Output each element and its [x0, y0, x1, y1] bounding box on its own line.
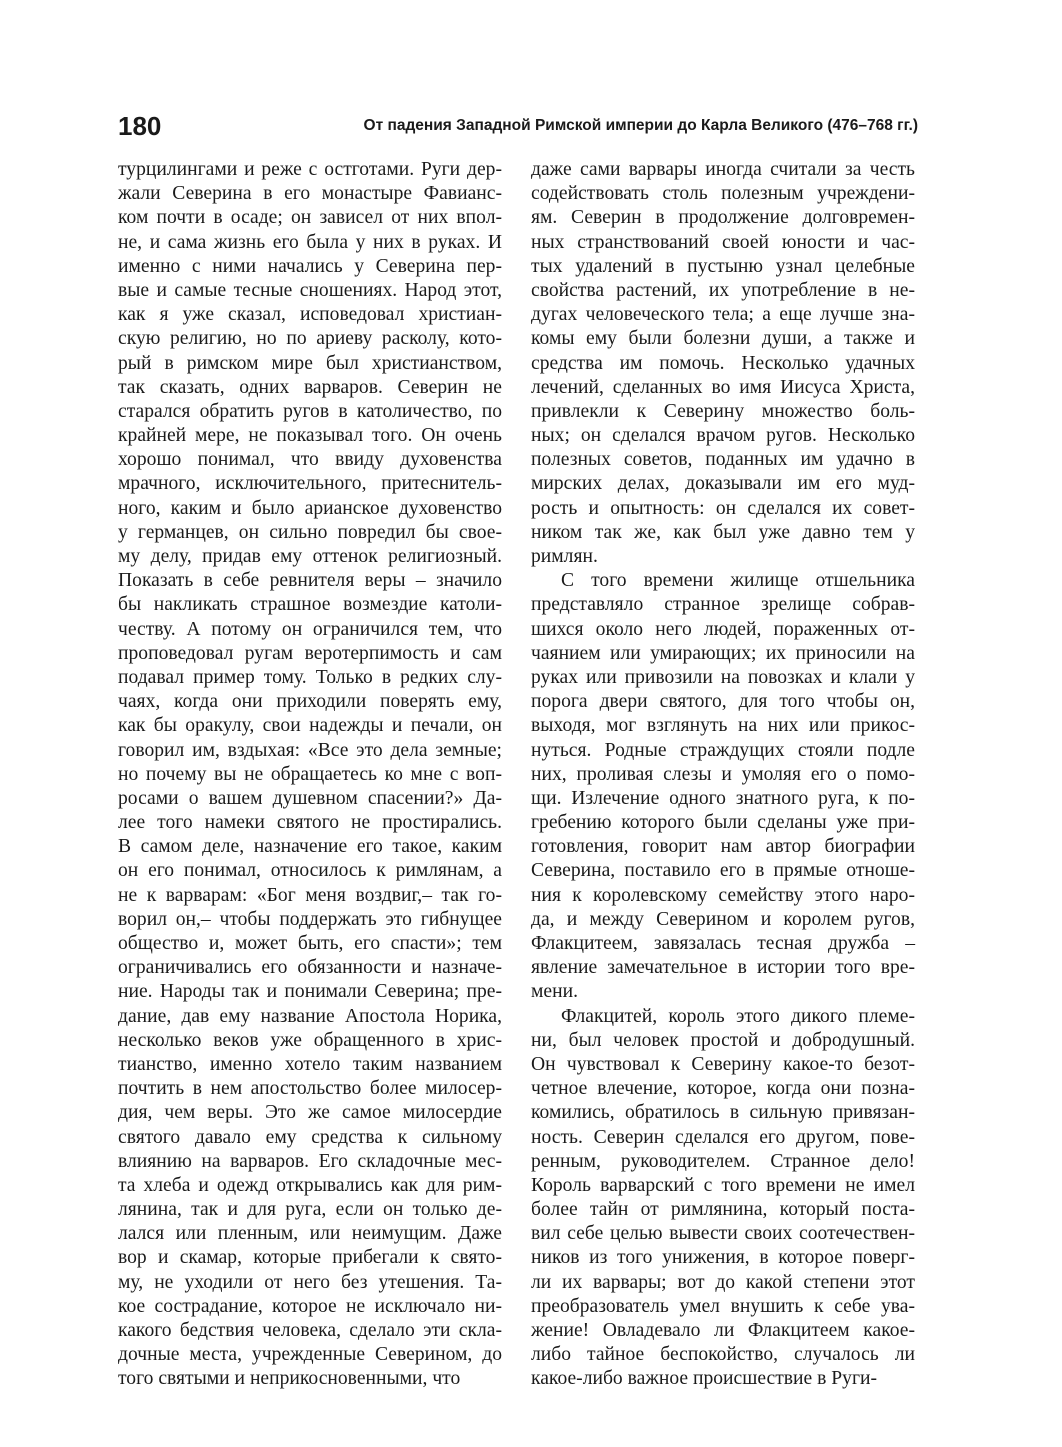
text-line: говорил им, вздыхая: «Все это дела земные;	[118, 739, 502, 761]
text-line: несколько веков уже обращенного в хрис-	[118, 1029, 502, 1051]
text-line: ограничивались его обязанности и назначе-	[118, 957, 502, 979]
text-line: святого давало ему средства к сильному	[118, 1126, 502, 1148]
text-line: явление замечательное в истории того вре-	[531, 957, 915, 979]
text-line: Показать в себе ревнителя веры – значило	[118, 570, 502, 592]
text-line: ям. Северин в продолжение долговремен-	[531, 207, 915, 229]
text-line: выходя, мог взглянуть на них или прикос-	[531, 715, 915, 737]
text-line: именно с ними начались у Северина пер-	[118, 255, 502, 277]
text-line: даже сами варвары иногда считали за честь	[531, 159, 915, 180]
text-line: проповедовал ругам веротерпимость и сам	[118, 642, 502, 664]
right-text-column	[531, 158, 915, 1392]
text-line: привлекли к Северину множество боль-	[531, 400, 915, 422]
text-line: ни, был человек простой и добродушный.	[531, 1029, 915, 1051]
text-line: чаях, когда они приходили поверять ему,	[118, 691, 502, 713]
text-line: С того времени жилище отшельника	[561, 570, 915, 592]
text-line: ников из того унижения, в которое поверг-	[531, 1247, 915, 1269]
text-line: хорошо понимал, что ввиду духовенства	[118, 449, 502, 471]
text-line: Король варварский с того времени не имел	[531, 1174, 915, 1196]
text-line: честву. А потому он ограничился тем, что	[118, 618, 502, 640]
text-line: ренным, руководителем. Странное дело!	[531, 1150, 915, 1172]
text-line: мени.	[531, 981, 578, 1003]
text-line: комы ему были болезни души, а также и	[531, 328, 915, 350]
text-line: Флакцитей, король этого дикого племе-	[561, 1005, 915, 1027]
text-line: дугах человеческого тела; а еще лучше зна-	[531, 304, 915, 326]
text-line: так сказать, одних варваров. Северин не	[118, 376, 502, 398]
text-line: гребению которого были сделаны уже при-	[531, 812, 915, 834]
text-line: Флакцитеем, завязалась тесная дружба –	[531, 933, 915, 954]
text-line: какого бедствия человека, сделало эти скла-	[118, 1320, 502, 1341]
text-line: четное влечение, которое, когда они позна-	[531, 1078, 915, 1100]
text-line: ного, каким и было арианское духовенство	[118, 497, 502, 519]
text-line: Он чувствовал к Северину какое-то безот-	[531, 1053, 915, 1075]
text-line: того святыми и неприкосновенными, что	[118, 1368, 461, 1390]
text-line: у германцев, он сильно повредил бы свое-	[118, 521, 502, 543]
text-line: чаянием или умирающих; их приносили на	[531, 642, 915, 664]
text-line: дание, дав ему название Апостола Норика,	[118, 1005, 502, 1027]
text-line: вые и самые тесные сношениях. Народ этот,	[118, 279, 502, 301]
left-text-column	[118, 158, 502, 1392]
text-line: жение! Овладевало ли Флакцитеем какое-	[531, 1320, 915, 1341]
text-line: более тайн от римлянина, который поста-	[531, 1199, 915, 1221]
text-line: комились, обратилось в сильную привязан-	[531, 1102, 915, 1124]
text-line: дия, чем веры. Это же самое милосердие	[118, 1102, 502, 1124]
text-line: как я уже сказал, исповедовал христиан-	[118, 304, 502, 326]
text-line: почтить в нем апостольство более милосер-	[118, 1078, 502, 1100]
text-line: та хлеба и одежд открывались как для рим-	[118, 1174, 502, 1196]
page-header	[118, 106, 918, 146]
text-line: как бы оракулу, свои надежды и печали, он	[118, 715, 502, 737]
text-line: лечений, сделанных во имя Иисуса Христа,	[531, 376, 915, 398]
text-line: му делу, придав ему оттенок религиозный.	[118, 546, 502, 567]
text-line: ние. Народы так и понимали Северина; пре-	[118, 981, 502, 1003]
text-line: мирских делах, доказывали им его муд-	[531, 473, 915, 495]
text-line: нуться. Родные страждущих стояли подле	[531, 739, 915, 761]
text-line: вил себе целью вывести своих соотечествен-	[531, 1223, 915, 1245]
text-line: ком почти в осаде; он зависел от них впол-	[118, 207, 502, 229]
text-line: щи. Излечение одного знатного руга, к по-	[531, 787, 915, 809]
text-line: лался или пленным, или неимущим. Даже	[118, 1223, 502, 1245]
text-line: ли их варвары; вот до какой степени этот	[531, 1271, 915, 1293]
text-line: порога двери святого, для того чтобы он,	[531, 691, 915, 713]
text-line: ния к королевскому семейству этого наро-	[531, 884, 915, 906]
text-line: бы накликать страшное возмездие католи-	[118, 594, 502, 616]
text-line: римлян.	[531, 546, 598, 567]
text-line: жали Северина в его монастыре Фавианс-	[118, 183, 502, 205]
text-line: ных; он сделался врачом ругов. Несколько	[531, 425, 915, 447]
text-line: шихся около него людей, пораженных от-	[531, 618, 915, 640]
text-line: не к варварам: «Бог меня воздвиг,– так го-	[118, 884, 502, 906]
text-line: тых удалений в пустыню узнал целебные	[531, 255, 915, 277]
text-line: ником так же, как был уже давно тем у	[531, 521, 915, 543]
text-line: турцилингами и реже с остготами. Руги дер-	[118, 159, 502, 180]
text-line: скую религию, но по ариеву расколу, кото-	[118, 328, 502, 350]
text-line: влиянию на варваров. Его складочные мес-	[118, 1150, 502, 1172]
text-line: он его понимал, относилось к римлянам, а	[118, 860, 502, 882]
text-line: не, и сама жизнь его была у них в руках. И	[118, 231, 502, 253]
text-line: ность. Северин сделался его другом, пове-	[531, 1126, 915, 1148]
text-line: лее того намеки святого не простирались.	[118, 812, 502, 834]
text-line: старался обратить ругов в католичество, по	[118, 400, 502, 422]
text-line: готовления, говорит нам автор биографии	[531, 836, 915, 858]
text-line: них, проливая слезы и умоляя его о помо-	[531, 763, 915, 785]
text-line: подавал пример тому. Только в редких слу-	[118, 666, 502, 688]
text-line: тианство, именно хотело таким названием	[118, 1053, 502, 1075]
text-line: ворил он,– чтобы поддержать это гибнущее	[118, 908, 502, 930]
text-line: мрачного, исключительного, притеснитель-	[118, 473, 502, 495]
text-line: лянина, так и для руга, если он только де-	[118, 1199, 502, 1221]
text-line: представляло странное зрелище собрав-	[531, 594, 915, 616]
text-line: вор и скамар, которые прибегали к свято-	[118, 1247, 502, 1269]
text-line: да, и между Северином и королем ругов,	[531, 908, 915, 930]
text-line: но почему вы не обращаетесь ко мне с воп-	[118, 763, 502, 785]
text-line: крайней мере, не показывал того. Он очень	[118, 425, 502, 447]
text-line: рость и опытность: он сделался их совет-	[531, 497, 915, 519]
text-line: либо тайное беспокойство, случалось ли	[531, 1344, 915, 1366]
text-line: полезных советов, поданных им удачно в	[531, 449, 915, 471]
text-line: кое сострадание, которое не исключало ни-	[118, 1295, 502, 1317]
page-number: 180	[118, 111, 162, 141]
text-line: содействовать столь полезным учреждени-	[531, 183, 915, 205]
text-line: В самом деле, назначение его такое, каким	[118, 836, 502, 858]
text-line: средства им помочь. Несколько удачных	[531, 352, 915, 374]
text-line: руках или привозили на повозках и клали у	[531, 666, 915, 688]
text-line: преобразователь умел внушить к себе ува-	[531, 1295, 915, 1317]
text-line: дочные места, учрежденные Северином, до	[118, 1344, 502, 1366]
text-line: ных странствований своей юности и час-	[531, 231, 915, 253]
text-line: му, не уходили от него без утешения. Та-	[118, 1271, 502, 1293]
text-line: свойства растений, их употребление в не-	[531, 279, 915, 301]
running-title: От падения Западной Римской империи до Карла Великого (476–768 гг.)	[363, 117, 918, 134]
text-line: какое-либо важное происшествие в Руги-	[531, 1368, 877, 1390]
text-line: Северина, поставило его в прямые отноше-	[531, 860, 915, 882]
text-line: росами о вашем душевном спасении?» Да-	[118, 787, 502, 809]
text-line: общество и, может быть, его спасти»; тем	[118, 933, 502, 954]
text-line: рый в римском мире был христианством,	[118, 352, 502, 374]
